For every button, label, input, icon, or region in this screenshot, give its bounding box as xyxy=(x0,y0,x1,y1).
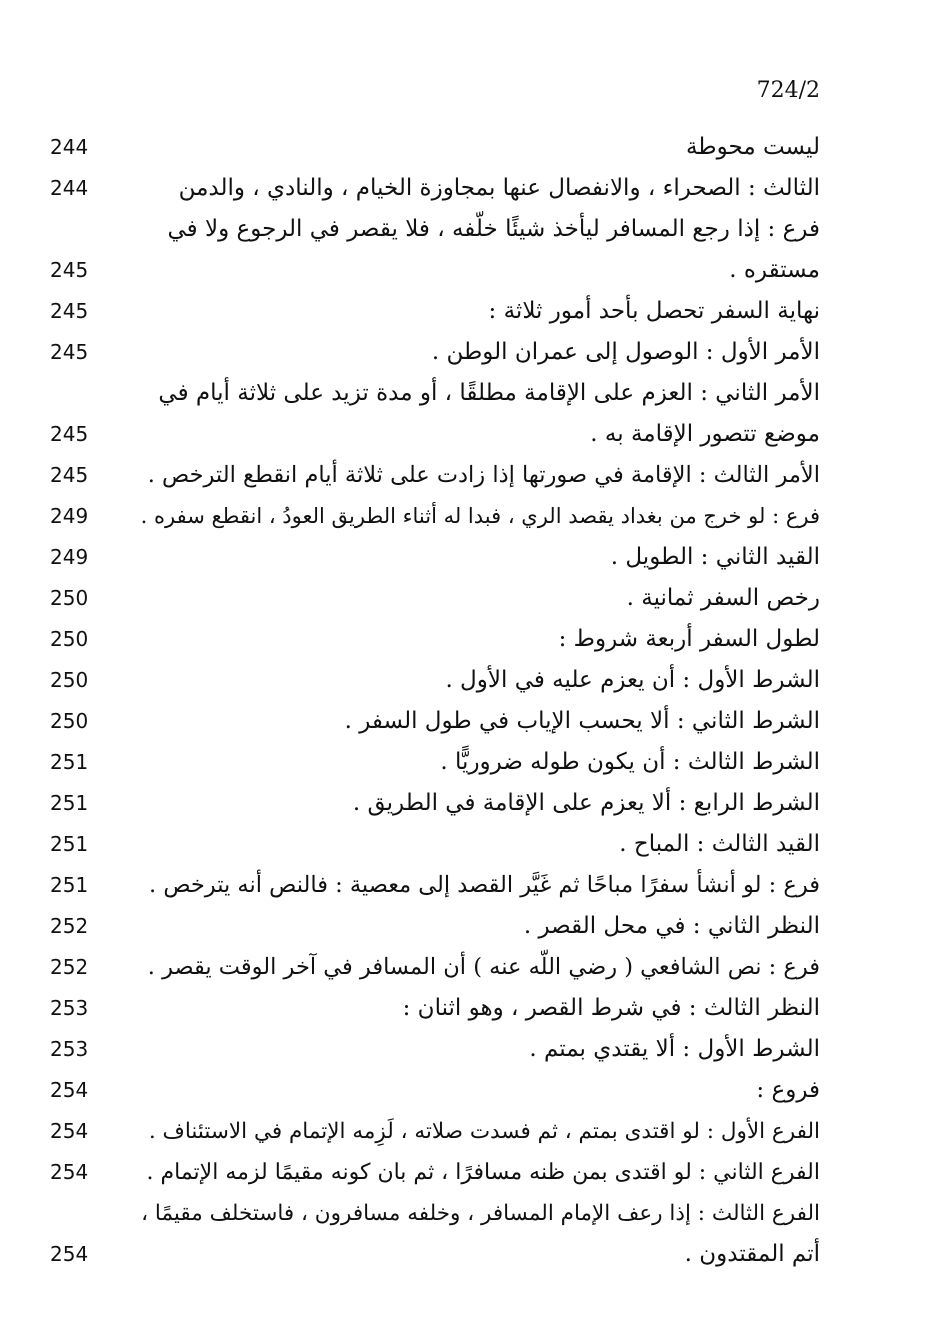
toc-entry xyxy=(0,1152,932,1193)
toc-entry xyxy=(0,373,932,455)
page-number: 251 xyxy=(50,791,89,815)
entry-line: الشرط الأول : أن يعزم عليه في الأول . xyxy=(445,667,820,693)
toc-list xyxy=(0,127,932,1275)
page-number: 250 xyxy=(50,668,89,692)
page-number: 251 xyxy=(50,750,89,774)
entry-text xyxy=(140,988,820,1029)
page-number: 253 xyxy=(50,996,89,1020)
entry-text xyxy=(140,291,820,332)
entry-line: الشرط الرابع : ألا يعزم على الإقامة في الطريق . xyxy=(352,790,820,816)
entry-text xyxy=(140,1193,820,1275)
toc-entry xyxy=(0,1070,932,1111)
toc-entry xyxy=(0,906,932,947)
entry-line: الشرط الثاني : ألا يحسب الإياب في طول السفر . xyxy=(344,708,820,734)
entry-text xyxy=(140,701,820,742)
entry-line: فرع : لو خرج من بغداد يقصد الري ، فبدا له أثناء الطريق العودُ ، انقطع سفره . xyxy=(140,504,820,528)
toc-entry xyxy=(0,660,932,701)
toc-entry xyxy=(0,455,932,496)
page-number: 254 xyxy=(50,1242,89,1266)
entry-line: فرع : إذا رجع المسافر ليأخذ شيئًا خلّفه ، فلا يقصر في الرجوع ولا في xyxy=(167,216,820,242)
entry-text xyxy=(140,332,820,373)
entry-line: النظر الثالث : في شرط القصر ، وهو اثنان : xyxy=(402,995,820,1021)
entry-line: رخص السفر ثمانية . xyxy=(626,585,820,611)
page-number: 254 xyxy=(50,1078,89,1102)
toc-entry xyxy=(0,1029,932,1070)
entry-line: نهاية السفر تحصل بأحد أمور ثلاثة : xyxy=(488,298,820,324)
entry-line: الفرع الأول : لو اقتدى بمتم ، ثم فسدت صلاته ، لَزِمه الإتمام في الاستئناف . xyxy=(148,1119,820,1144)
toc-entry xyxy=(0,127,932,168)
entry-line: الثالث : الصحراء ، والانفصال عنها بمجاوزة الخيام ، والنادي ، والدمن xyxy=(178,175,820,201)
entry-text xyxy=(140,496,820,537)
entry-text xyxy=(140,127,820,168)
entry-text xyxy=(140,1070,820,1111)
entry-text xyxy=(140,578,820,619)
page-number: 251 xyxy=(50,832,89,856)
entry-line: فرع : نص الشافعي ( رضي اللّه عنه ) أن المسافر في آخر الوقت يقصر . xyxy=(147,954,820,980)
toc-entry xyxy=(0,1111,932,1152)
page-number: 244 xyxy=(50,176,89,200)
entry-continuation-line: أتم المقتدون . xyxy=(684,1241,820,1267)
entry-text xyxy=(140,168,820,209)
entry-line: ليست محوطة xyxy=(685,134,820,160)
toc-entry xyxy=(0,865,932,906)
toc-entry xyxy=(0,947,932,988)
entry-text xyxy=(140,619,820,660)
entry-text xyxy=(140,742,820,783)
entry-line: الأمر الثالث : الإقامة في صورتها إذا زادت على ثلاثة أيام انقطع الترخص . xyxy=(147,462,820,488)
toc-entry xyxy=(0,1193,932,1275)
page-number: 245 xyxy=(50,340,89,364)
entry-text xyxy=(140,537,820,578)
entry-line: النظر الثاني : في محل القصر . xyxy=(523,913,820,939)
entry-continuation-line: مستقره . xyxy=(729,257,820,283)
entry-line: القيد الثاني : الطويل . xyxy=(610,544,820,570)
toc-entry xyxy=(0,742,932,783)
page-number: 250 xyxy=(50,586,89,610)
entry-text xyxy=(140,660,820,701)
entry-line: فروع : xyxy=(756,1077,820,1103)
page-number: 245 xyxy=(50,422,89,446)
page-number: 245 xyxy=(50,258,89,282)
page-number: 252 xyxy=(50,955,89,979)
toc-entry xyxy=(0,578,932,619)
page-number: 244 xyxy=(50,135,89,159)
entry-line: الفرع الثالث : إذا رعف الإمام المسافر ، وخلفه مسافرون ، فاستخلف مقيمًا ، xyxy=(141,1201,820,1226)
entry-continuation-line: موضع تتصور الإقامة به . xyxy=(590,421,820,447)
toc-entry xyxy=(0,209,932,291)
entry-text xyxy=(140,1029,820,1070)
page-number: 249 xyxy=(50,545,89,569)
page-number: 251 xyxy=(50,873,89,897)
entry-text xyxy=(140,947,820,988)
entry-line: فرع : لو أنشأ سفرًا مباحًا ثم غَيَّر القصد إلى معصية : فالنص أنه يترخص . xyxy=(149,872,820,898)
entry-line: الأمر الثاني : العزم على الإقامة مطلقًا ، أو مدة تزيد على ثلاثة أيام في xyxy=(158,380,820,406)
page-number: 249 xyxy=(50,504,89,528)
toc-entry xyxy=(0,988,932,1029)
page-number: 245 xyxy=(50,299,89,323)
page-header-ref: 724/2 xyxy=(756,78,820,103)
toc-entry xyxy=(0,619,932,660)
entry-line: الفرع الثاني : لو اقتدى بمن ظنه مسافرًا ، ثم بان كونه مقيمًا لزمه الإتمام . xyxy=(146,1160,820,1185)
entry-text xyxy=(140,209,820,291)
entry-text xyxy=(140,906,820,947)
toc-entry xyxy=(0,332,932,373)
entry-text xyxy=(140,824,820,865)
page-number: 252 xyxy=(50,914,89,938)
toc-entry xyxy=(0,496,932,537)
page-number: 254 xyxy=(50,1160,89,1184)
page-number: 245 xyxy=(50,463,89,487)
toc-entry xyxy=(0,537,932,578)
toc-entry xyxy=(0,701,932,742)
entry-text xyxy=(140,1111,820,1152)
entry-text xyxy=(140,455,820,496)
entry-text xyxy=(140,783,820,824)
toc-entry xyxy=(0,291,932,332)
entry-line: الشرط الأول : ألا يقتدي بمتم . xyxy=(529,1036,820,1062)
page-number: 254 xyxy=(50,1119,89,1143)
page-number: 250 xyxy=(50,709,89,733)
entry-line: الأمر الأول : الوصول إلى عمران الوطن . xyxy=(431,339,820,365)
entry-text xyxy=(140,1152,820,1193)
entry-text xyxy=(140,373,820,455)
toc-entry xyxy=(0,824,932,865)
page-number: 250 xyxy=(50,627,89,651)
toc-entry xyxy=(0,168,932,209)
entry-text xyxy=(140,865,820,906)
entry-line: لطول السفر أربعة شروط : xyxy=(558,626,820,652)
toc-entry xyxy=(0,783,932,824)
page-number: 253 xyxy=(50,1037,89,1061)
entry-line: الشرط الثالث : أن يكون طوله ضروريًّا . xyxy=(440,749,820,775)
entry-line: القيد الثالث : المباح . xyxy=(619,831,820,857)
